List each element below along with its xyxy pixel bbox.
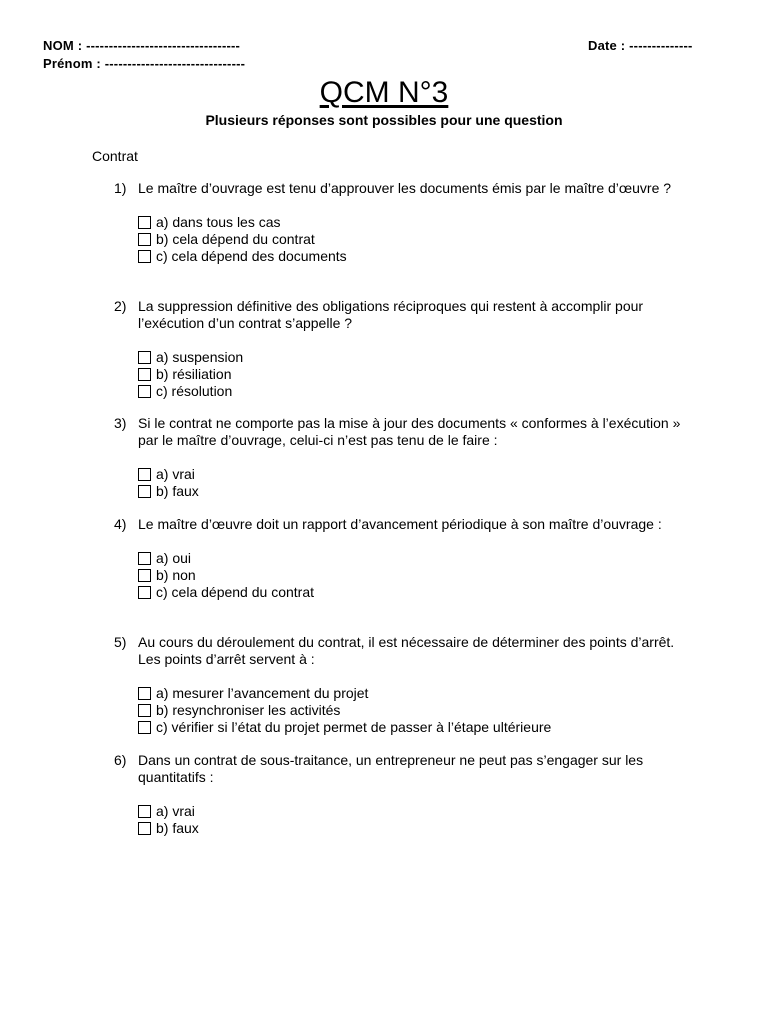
question-number: 1) [114, 180, 127, 196]
question-1 [114, 180, 694, 265]
question-text: Le maître d’ouvrage est tenu d’approuver les documents émis par le maître d’œuvre ? [138, 180, 672, 196]
option-item[interactable] [138, 383, 694, 400]
question-number: 5) [114, 634, 127, 650]
question-6 [114, 752, 694, 837]
option-item[interactable] [138, 820, 694, 837]
checkbox[interactable] [138, 687, 151, 700]
option-label: b) faux [156, 483, 199, 499]
prenom-field-label: Prénom : ------------------------------- [43, 56, 246, 71]
option-item[interactable] [138, 803, 694, 820]
option-label: b) faux [156, 820, 199, 836]
checkbox[interactable] [138, 586, 151, 599]
question-text: Le maître d’œuvre doit un rapport d’avancement périodique à son maître d’ouvrage : [138, 516, 662, 532]
section-heading: Contrat [92, 148, 138, 164]
page-title-text: QCM N°3 [319, 76, 449, 109]
option-item[interactable] [138, 466, 694, 483]
checkbox[interactable] [138, 805, 151, 818]
question-number: 6) [114, 752, 127, 768]
question-4 [114, 516, 694, 601]
question-number: 4) [114, 516, 127, 532]
checkbox[interactable] [138, 250, 151, 263]
date-field-label: Date : -------------- [588, 38, 693, 53]
checkbox[interactable] [138, 822, 151, 835]
question-5 [114, 634, 694, 736]
option-label: c) vérifier si l’état du projet permet de passer à l’étape ultérieure [156, 719, 552, 735]
question-text: Si le contrat ne comporte pas la mise à jour des documents « conformes à l’exécution » par le maître d’ouvrage, celui-ci n’est pas tenu de le faire : [138, 415, 681, 448]
checkbox[interactable] [138, 468, 151, 481]
option-label: c) cela dépend des documents [156, 248, 347, 264]
option-label: c) résolution [156, 383, 233, 399]
option-label: a) dans tous les cas [156, 214, 281, 230]
option-label: c) cela dépend du contrat [156, 584, 314, 600]
option-item[interactable] [138, 366, 694, 383]
nom-field-label: NOM : ---------------------------------- [43, 38, 241, 53]
option-label: b) cela dépend du contrat [156, 231, 315, 247]
question-3 [114, 415, 694, 500]
option-label: a) oui [156, 550, 192, 566]
option-item[interactable] [138, 685, 694, 702]
option-item[interactable] [138, 550, 694, 567]
option-label: b) résiliation [156, 366, 232, 382]
option-item[interactable] [138, 702, 694, 719]
question-text: La suppression définitive des obligations réciproques qui restent à accomplir pour l’exécution d’un contrat s’appelle ? [138, 298, 644, 331]
question-number: 3) [114, 415, 127, 431]
option-list [138, 214, 694, 265]
option-item[interactable] [138, 214, 694, 231]
option-list [138, 550, 694, 601]
option-item[interactable] [138, 483, 694, 500]
checkbox[interactable] [138, 569, 151, 582]
option-label: b) non [156, 567, 196, 583]
option-item[interactable] [138, 349, 694, 366]
page-title [0, 76, 768, 110]
question-text: Au cours du déroulement du contrat, il est nécessaire de déterminer des points d’arrêt. Les points d’arrêt servent à : [138, 634, 675, 667]
checkbox[interactable] [138, 704, 151, 717]
option-label: b) resynchroniser les activités [156, 702, 341, 718]
checkbox[interactable] [138, 233, 151, 246]
checkbox[interactable] [138, 368, 151, 381]
option-item[interactable] [138, 248, 694, 265]
checkbox[interactable] [138, 721, 151, 734]
checkbox[interactable] [138, 385, 151, 398]
option-list [138, 466, 694, 500]
option-label: a) vrai [156, 466, 195, 482]
option-item[interactable] [138, 719, 694, 736]
option-list [138, 349, 694, 400]
option-list [138, 803, 694, 837]
page-subtitle: Plusieurs réponses sont possibles pour une question [205, 112, 563, 128]
checkbox[interactable] [138, 351, 151, 364]
option-item[interactable] [138, 584, 694, 601]
option-label: a) vrai [156, 803, 195, 819]
option-item[interactable] [138, 567, 694, 584]
checkbox[interactable] [138, 552, 151, 565]
option-list [138, 685, 694, 736]
option-label: a) suspension [156, 349, 244, 365]
question-number: 2) [114, 298, 127, 314]
question-text: Dans un contrat de sous-traitance, un entrepreneur ne peut pas s’engager sur les quantitatifs : [138, 752, 644, 785]
option-label: a) mesurer l’avancement du projet [156, 685, 369, 701]
question-2 [114, 298, 694, 400]
option-item[interactable] [138, 231, 694, 248]
checkbox[interactable] [138, 216, 151, 229]
checkbox[interactable] [138, 485, 151, 498]
